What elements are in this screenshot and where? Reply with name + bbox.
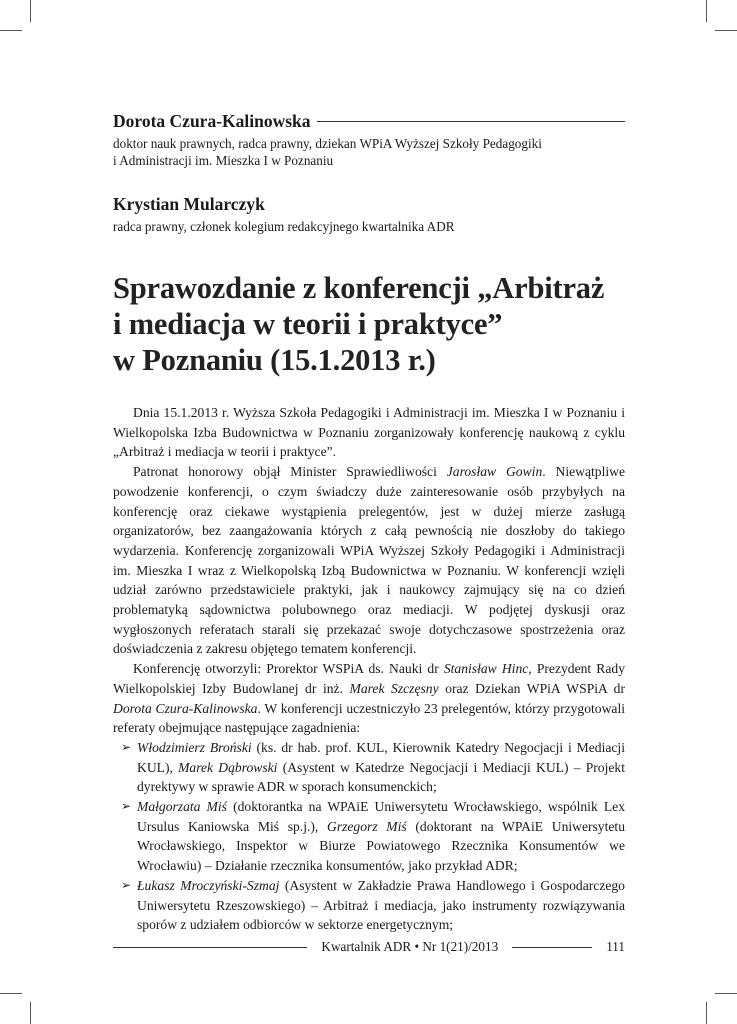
- article-title-line: i mediacja w teorii i praktyce”: [113, 307, 503, 341]
- paragraph-text: Dnia 15.1.2013 r. Wyższa Szkoła Pedagogiki i Administracji im. Mieszka I w Poznaniu i Wielkopolska Izba Budownictwa w Poznaniu zorganizowały konferencję naukową z cyklu „Arbitraż i mediacja w teorii i praktyce”.: [113, 405, 625, 460]
- person-name: Małgorzata Miś: [137, 799, 227, 815]
- person-name: Marek Dąbrowski: [178, 759, 278, 775]
- person-name: Marek Szczęsny: [349, 680, 439, 696]
- crop-mark: [0, 30, 22, 31]
- list-item: [113, 876, 625, 935]
- footer-rule: [512, 947, 592, 948]
- author-block: [113, 111, 625, 169]
- author-name: Dorota Czura-Kalinowska: [113, 111, 311, 131]
- arrow-bullet-icon: ➢: [121, 799, 132, 814]
- arrow-bullet-icon: ➢: [121, 739, 132, 754]
- article-title-line: Sprawozdanie z konferencji „Arbitraż: [113, 271, 605, 305]
- arrow-bullet-icon: ➢: [121, 877, 132, 892]
- author-description-line: radca prawny, członek kolegium redakcyjnego kwartalnika ADR: [113, 219, 455, 234]
- paragraph-text: , Prezydent Rady Wielkopolskiej Izby Budowlanej dr inż.: [113, 661, 625, 696]
- paragraph-text: Patronat honorowy objął Minister Sprawiedliwości: [133, 464, 447, 480]
- paragraph: [113, 659, 625, 738]
- author-description: [113, 135, 625, 169]
- crop-mark: [706, 0, 707, 22]
- page-number: 111: [606, 939, 625, 954]
- list-item: [113, 797, 625, 876]
- paragraph: [113, 462, 625, 659]
- author-block: [113, 194, 625, 235]
- topic-list: [113, 738, 625, 935]
- person-name: Grzegorz Miś: [327, 818, 407, 834]
- list-item-text: (ks. dr hab. prof. KUL, Kierownik Katedry Negocjacji i Mediacji KUL),: [137, 739, 625, 775]
- person-name: Jarosław Gowin: [446, 464, 543, 480]
- article-body: [113, 403, 625, 935]
- paragraph-text: . W konferencji uczestniczyło 23 prelegentów, którzy przygotowali referaty obejmujące następujące zagadnienia:: [113, 700, 625, 736]
- paragraph-text: Konferencję otworzyli: Prorektor WSPiA ds. Nauki dr: [133, 661, 444, 677]
- paragraph-text: oraz Dziekan WPiA WSPiA dr: [438, 680, 625, 696]
- person-name: Włodzimierz Broński: [137, 739, 252, 755]
- crop-mark: [706, 1002, 707, 1024]
- article-title-line: w Poznaniu (15.1.2013 r.): [113, 343, 436, 377]
- author-name-row: [113, 111, 625, 132]
- list-item-text: (doktorant na WPAiE Uniwersytetu Wrocławskiego, Inspektor w Biurze Powiatowego Rzecznika Konsumentów we Wrocławiu) – Działanie rzecznika konsumentów, jako przykład ADR;: [137, 818, 625, 874]
- footer-rule: [113, 947, 307, 948]
- page-footer: [113, 939, 625, 955]
- author-description-line: doktor nauk prawnych, radca prawny, dziekan WPiA Wyższej Szkoły Pedagogiki: [113, 136, 542, 151]
- author-description-line: i Administracji im. Mieszka I w Poznaniu: [113, 153, 334, 168]
- crop-mark: [0, 993, 22, 994]
- author-name: Krystian Mularczyk: [113, 194, 265, 214]
- author-name-row: [113, 194, 625, 215]
- list-item: [113, 738, 625, 797]
- paragraph: [113, 403, 625, 462]
- paragraph-text: . Niewątpliwe powodzenie konferencji, o czym świadczy duże zainteresowanie osób przybyłych na konferencję oraz ciekawe wystąpienia prelegentów, jest w dużej mierze zasługą organizatorów, bez zaangażowania których z całą pewnością nie doszłoby do takiego wydarzenia. Konferencję zorganizowali WPiA Wyższej Szkoły Pedagogiki i Administracji im. Mieszka I wraz z Wielkopolską Izbą Budownictwa w Poznaniu. W konferencji wzięli udział zarówno przedstawiciele praktyki, jak i naukowcy zajmujący się na co dzień problematyką sądownictwa polubownego oraz mediacji. W podjętej dyskusji oraz wygłoszonych referatach starali się przekazać swoje dotychczasowe spostrzeżenia oraz doświadczenia z zakresu objętego tematem konferencji.: [113, 464, 625, 657]
- author-description: [113, 218, 625, 235]
- list-item-text: (Asystent w Katedrze Negocjacji i Mediacji KUL) – Projekt dyrektywy w sprawie ADR w sporach konsumenckich;: [137, 759, 625, 795]
- article-title: [113, 270, 633, 378]
- list-item-text: (Asystent w Zakładzie Prawa Handlowego i Gospodarczego Uniwersytetu Rzeszowskiego) – Arbitraż i mediacja, jako instrumenty rozwiązywania sporów z udziałem odbiorców w sektorze energetycznym;: [137, 877, 625, 933]
- person-name: Dorota Czura-Kalinowska: [113, 700, 258, 716]
- crop-mark: [30, 1002, 31, 1024]
- author-rule: [317, 121, 625, 122]
- person-name: Stanisław Hinc: [443, 661, 529, 677]
- crop-mark: [715, 993, 737, 994]
- list-item-text: (doktorantka na WPAiE Uniwersytetu Wrocławskiego, wspólnik Lex Ursulus Kaniowska Miś sp.j.),: [137, 799, 625, 834]
- journal-issue: Kwartalnik ADR • Nr 1(21)/2013: [321, 939, 499, 954]
- person-name: Łukasz Mroczyński-Szmaj: [137, 877, 280, 893]
- crop-mark: [715, 30, 737, 31]
- crop-mark: [30, 0, 31, 22]
